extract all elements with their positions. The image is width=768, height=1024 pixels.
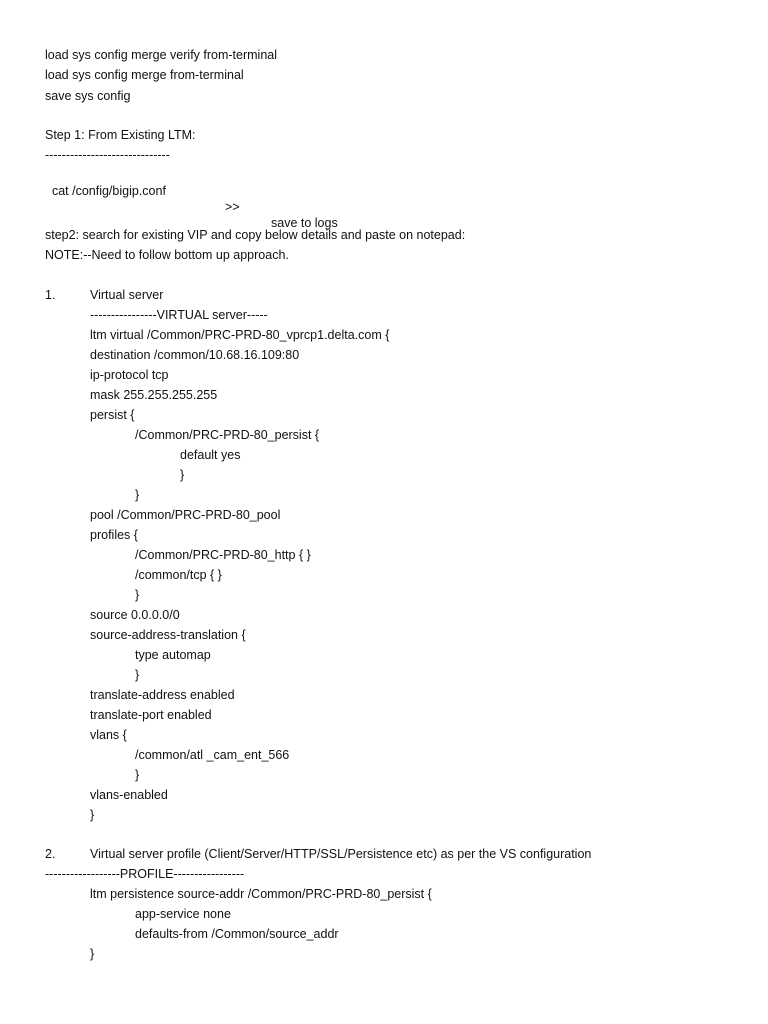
step1-underline: ------------------------------ <box>45 148 170 162</box>
code-line: mask 255.255.255.255 <box>90 388 218 402</box>
code-line: /Common/PRC-PRD-80_http { } <box>135 548 311 562</box>
code-line: default yes <box>180 448 241 462</box>
code-line: } <box>135 668 140 682</box>
code-line: ltm virtual /Common/PRC-PRD-80_vprcp1.delta.com { <box>90 328 390 342</box>
section1-number: 1. <box>45 288 56 302</box>
profile-separator: ------------------PROFILE----------------- <box>45 867 245 881</box>
code-line: } <box>90 808 95 822</box>
code-line: /Common/PRC-PRD-80_persist { <box>135 428 320 442</box>
code-line: pool /Common/PRC-PRD-80_pool <box>90 508 281 522</box>
note-line: NOTE:--Need to follow bottom up approach. <box>45 248 289 262</box>
code-line: /common/tcp { } <box>135 568 222 582</box>
redirect-arrow: >> <box>225 200 240 214</box>
save-to-logs-note: save to logs <box>271 216 338 230</box>
code-line: } <box>135 768 140 782</box>
cat-command-row <box>45 167 645 230</box>
code-line: vlans { <box>90 728 127 742</box>
step1-heading: Step 1: From Existing LTM: <box>45 128 196 142</box>
code-line: persist { <box>90 408 135 422</box>
code-line: translate-address enabled <box>90 688 235 702</box>
code-line: ltm persistence source-addr /Common/PRC-PRD-80_persist { <box>90 887 432 901</box>
code-line: type automap <box>135 648 211 662</box>
code-line: vlans-enabled <box>90 788 168 802</box>
code-line: } <box>135 488 140 502</box>
code-line: destination /common/10.68.16.109:80 <box>90 348 300 362</box>
code-line: } <box>135 588 140 602</box>
code-line: translate-port enabled <box>90 708 212 722</box>
code-line: defaults-from /Common/source_addr <box>135 927 339 941</box>
code-line: /common/atl _cam_ent_566 <box>135 748 290 762</box>
cmd-save-config: save sys config <box>45 89 131 103</box>
code-line: app-service none <box>135 907 231 921</box>
step2-heading: step2: search for existing VIP and copy below details and paste on notepad: <box>45 228 466 242</box>
code-line: source-address-translation { <box>90 628 246 642</box>
section2-title: Virtual server profile (Client/Server/HTTP/SSL/Persistence etc) as per the VS configuration <box>90 847 592 861</box>
code-line: profiles { <box>90 528 138 542</box>
cmd-load-merge-verify: load sys config merge verify from-terminal <box>45 48 278 62</box>
cat-command: cat /config/bigip.conf <box>51 184 166 198</box>
section2-number: 2. <box>45 847 56 861</box>
virtual-server-separator: ----------------VIRTUAL server----- <box>90 308 268 322</box>
code-line: } <box>90 947 95 961</box>
cmd-load-merge: load sys config merge from-terminal <box>45 68 244 82</box>
code-line: source 0.0.0.0/0 <box>90 608 180 622</box>
code-line: } <box>180 468 185 482</box>
code-line: ip-protocol tcp <box>90 368 169 382</box>
section1-title: Virtual server <box>90 288 164 302</box>
